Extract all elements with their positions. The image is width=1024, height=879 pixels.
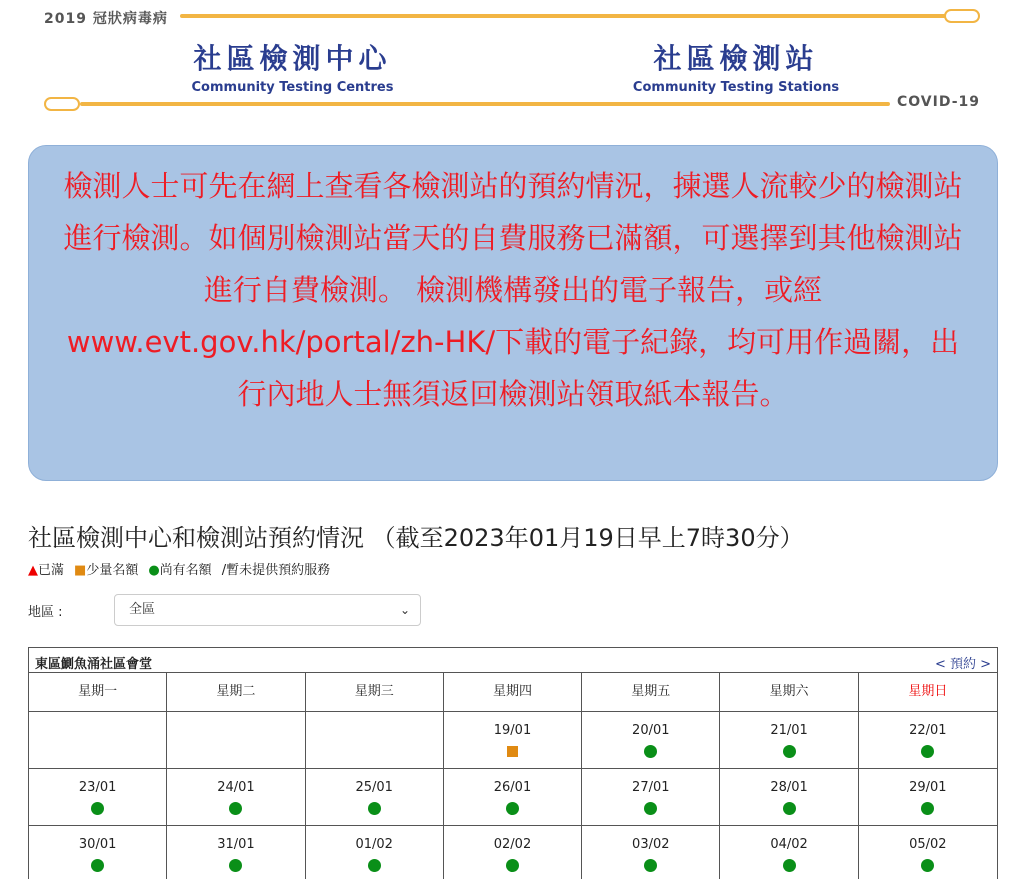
swab-head-top-icon bbox=[944, 9, 980, 23]
calendar-day-cell[interactable] bbox=[859, 826, 997, 879]
calendar-date: 28/01 bbox=[770, 780, 808, 795]
few-quota-icon bbox=[507, 746, 518, 757]
calendar-day-cell bbox=[29, 712, 167, 769]
page-banner bbox=[0, 0, 1024, 118]
calendar-date: 22/01 bbox=[909, 723, 947, 738]
swab-line-top bbox=[180, 14, 946, 18]
calendar-date: 24/01 bbox=[217, 780, 255, 795]
legend-few: ■少量名額 bbox=[74, 563, 139, 578]
calendar-date: 25/01 bbox=[355, 780, 393, 795]
region-label: 地區 : bbox=[28, 605, 63, 620]
calendar-date: 20/01 bbox=[632, 723, 670, 738]
calendar-date: 19/01 bbox=[493, 723, 532, 738]
calendar-day-cell[interactable] bbox=[306, 826, 444, 879]
calendar-grid bbox=[29, 673, 997, 879]
calendar-day-cell[interactable] bbox=[859, 712, 997, 769]
calendar-header bbox=[29, 648, 997, 673]
banner-centres bbox=[170, 42, 415, 96]
available-quota-icon bbox=[921, 802, 934, 815]
calendar-date: 29/01 bbox=[909, 780, 947, 795]
available-quota-icon bbox=[783, 802, 796, 815]
calendar-day-cell[interactable] bbox=[720, 712, 858, 769]
available-quota-icon bbox=[91, 859, 104, 872]
weekday-header: 星期一 bbox=[29, 673, 167, 712]
available-quota-icon bbox=[229, 802, 242, 815]
book-link[interactable]: < 預約 > bbox=[934, 657, 991, 672]
calendar-date: 27/01 bbox=[632, 780, 670, 795]
swab-head-bottom-icon bbox=[44, 97, 80, 111]
banner-stations bbox=[620, 42, 852, 96]
calendar-day-cell[interactable] bbox=[720, 769, 858, 826]
calendar-day-cell[interactable] bbox=[167, 826, 305, 879]
banner-centres-en: Community Testing Centres bbox=[191, 80, 394, 95]
booking-status-title: 社區檢測中心和檢測站預約情況 （截至2023年01月19日早上7時30分） bbox=[28, 524, 804, 552]
calendar-day-cell bbox=[306, 712, 444, 769]
calendar-date: 21/01 bbox=[770, 723, 808, 738]
calendar-date: 30/01 bbox=[78, 837, 117, 852]
weekday-header: 星期六 bbox=[720, 673, 858, 712]
calendar-date: 03/02 bbox=[632, 837, 670, 852]
calendar-day-cell[interactable] bbox=[582, 769, 720, 826]
booking-calendar bbox=[28, 647, 998, 879]
banner-tag-2019: 2019 冠狀病毒病 bbox=[44, 11, 168, 27]
calendar-day-cell[interactable] bbox=[582, 712, 720, 769]
calendar-day-cell[interactable] bbox=[444, 712, 582, 769]
calendar-day-cell bbox=[167, 712, 305, 769]
available-quota-icon bbox=[783, 745, 796, 758]
notice-text: 檢測人士可先在網上查看各檢測站的預約情況，揀選人流較少的檢測站進行檢測。如個別檢測站當天的自費服務已滿額，可選擇到其他檢測站進行自費檢測。 檢測機構發出的電子報告，或經www.evt.gov.hk/portal/zh-HK/下載的電子紀錄，均可用作過關，出行內地人士無須返回檢測站領取紙本報告。 bbox=[63, 169, 963, 411]
weekday-header: 星期四 bbox=[444, 673, 582, 712]
calendar-date: 26/01 bbox=[493, 780, 532, 795]
available-quota-icon bbox=[368, 802, 381, 815]
legend-available: ●尚有名額 bbox=[148, 563, 212, 578]
calendar-date: 04/02 bbox=[770, 837, 808, 852]
calendar-date: 31/01 bbox=[217, 837, 255, 852]
weekday-header: 星期五 bbox=[582, 673, 720, 712]
calendar-day-cell[interactable] bbox=[720, 826, 858, 879]
calendar-date: 01/02 bbox=[355, 837, 393, 852]
calendar-day-cell[interactable] bbox=[444, 826, 582, 879]
available-quota-icon bbox=[783, 859, 796, 872]
available-quota-icon bbox=[91, 802, 104, 815]
legend-full bbox=[28, 563, 64, 578]
region-select-value: 全區 bbox=[129, 602, 156, 617]
region-select[interactable] bbox=[114, 594, 421, 626]
banner-stations-zh: 社區檢測站 bbox=[653, 42, 819, 75]
calendar-day-cell[interactable] bbox=[306, 769, 444, 826]
available-quota-icon bbox=[644, 745, 657, 758]
swab-line-bottom bbox=[80, 102, 890, 106]
status-legend bbox=[28, 559, 340, 578]
weekday-header: 星期二 bbox=[167, 673, 305, 712]
weekday-header: 星期三 bbox=[306, 673, 444, 712]
venue-name: 東區鰂魚涌社區會堂 bbox=[35, 657, 153, 672]
notice-box bbox=[28, 145, 998, 481]
available-quota-icon bbox=[506, 859, 519, 872]
banner-centres-zh: 社區檢測中心 bbox=[193, 42, 392, 75]
available-quota-icon bbox=[644, 802, 657, 815]
banner-tag-covid: COVID-19 bbox=[897, 94, 981, 110]
calendar-day-cell[interactable] bbox=[582, 826, 720, 879]
weekday-header: 星期日 bbox=[859, 673, 997, 712]
calendar-day-cell[interactable] bbox=[29, 769, 167, 826]
available-quota-icon bbox=[368, 859, 381, 872]
calendar-date: 05/02 bbox=[909, 837, 947, 852]
calendar-date: 02/02 bbox=[493, 837, 532, 852]
calendar-day-cell[interactable] bbox=[444, 769, 582, 826]
calendar-day-cell[interactable] bbox=[29, 826, 167, 879]
legend-none: /暫未提供預約服務 bbox=[221, 563, 331, 578]
available-quota-icon bbox=[644, 859, 657, 872]
available-quota-icon bbox=[229, 859, 242, 872]
available-quota-icon bbox=[506, 802, 519, 815]
calendar-day-cell[interactable] bbox=[167, 769, 305, 826]
chevron-down-icon: ⌄ bbox=[399, 603, 410, 617]
available-quota-icon bbox=[921, 745, 934, 758]
calendar-day-cell[interactable] bbox=[859, 769, 997, 826]
calendar-date: 23/01 bbox=[78, 780, 117, 795]
available-quota-icon bbox=[921, 859, 934, 872]
legend-full-label: ▲已滿 bbox=[28, 563, 65, 578]
banner-stations-en: Community Testing Stations bbox=[632, 80, 840, 95]
